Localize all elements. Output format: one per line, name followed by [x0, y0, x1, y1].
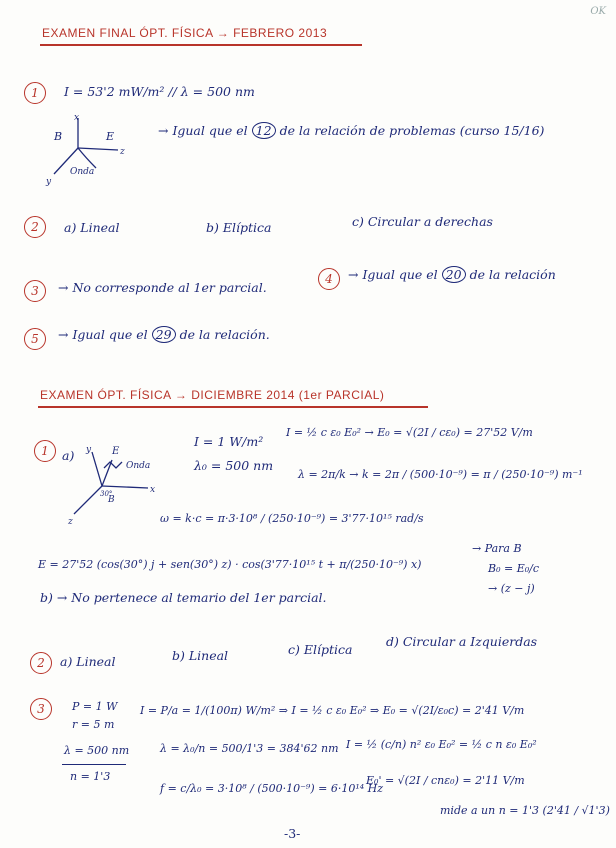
exam2-q3-wavelength: λ = 500 nm: [64, 744, 130, 757]
exam1-title: EXAMEN FINAL ÓPT. FÍSICA → FEBRERO 2013: [42, 26, 328, 40]
exam2-q3-eq-intensity: I = P/a = 1/(100π) W/m² ⇒ I = ½ c ε₀ E₀² ⇒ E₀ = √(2I/ε₀c) = 2'41 V/m: [140, 704, 525, 717]
exam2-q2-d: d) Circular a Izquierdas: [386, 634, 538, 649]
exam1-q5-ref: 29: [152, 326, 176, 343]
axis-y-label: y: [46, 177, 52, 187]
exam2-q1-b-answer: b) → No pertenece al temario del 1er parcial.: [40, 590, 327, 605]
exam2-q3-eq-lambda: λ = λ₀/n = 500/1'3 = 384'62 nm: [160, 742, 339, 755]
exam1-q1-number: 1: [24, 82, 46, 104]
axis-x-label: x: [150, 485, 156, 495]
exam2-q2-b: b) Lineal: [172, 648, 229, 663]
exam2-q3-index: n = 1'3: [70, 770, 111, 783]
exam1-q1-ref: 12: [252, 122, 276, 139]
wave-label: Onda: [70, 167, 95, 177]
exam1-title-underline: [40, 44, 362, 46]
exam2-q1-number: 1: [34, 440, 56, 462]
exam1-q5-number: 5: [24, 328, 46, 350]
exam2-q1-field-expression: E = 27'52 (cos(30°) j + sen(30°) z) · cos(3'77·10¹⁵ t + π/(250·10⁻⁹) x): [38, 558, 422, 571]
exam2-q3-power: P = 1 W: [72, 700, 118, 713]
exam2-q3-eq-frequency: f = c/λ₀ = 3·10⁸ / (500·10⁻⁹) = 6·10¹⁴ Hz: [160, 782, 384, 795]
exam2-title-underline: [38, 406, 428, 408]
exam1-q1-note: → Igual que el 12 de la relación de problemas (curso 15/16): [158, 123, 545, 138]
exam2-q1-eq-e0: I = ½ c ε₀ E₀² → E₀ = √(2I / cε₀) = 27'52 V/m: [286, 426, 533, 439]
e-vector-label: E: [112, 446, 120, 457]
axis-z-label: z: [68, 517, 73, 527]
b-vector-label: B: [54, 130, 63, 143]
exam2-q1-b0: B₀ = E₀/c: [488, 562, 540, 575]
exam2-q2-c: c) Elíptica: [288, 642, 353, 657]
angle-label: 30°: [100, 490, 113, 498]
exam2-q1-given-wavelength: λ₀ = 500 nm: [194, 458, 274, 473]
exam2-q1-axes-diagram: [64, 440, 164, 530]
axis-x-label: x: [74, 113, 80, 123]
e-vector-label: E: [106, 130, 115, 143]
exam2-q1-eq-omega: ω = k·c = π·3·10⁸ / (250·10⁻⁹) = 3'77·10¹⁵ rad/s: [160, 512, 424, 525]
exam2-q3-eq-e0-medium: E₀' = √(2I / cnε₀) = 2'11 V/m: [366, 774, 525, 787]
exam1-q1-data: I = 53'2 mW/m² // λ = 500 nm: [64, 84, 255, 99]
exam2-q3-radius: r = 5 m: [72, 718, 115, 731]
exam2-q1-b-direction: → (z − j): [488, 582, 535, 595]
exam2-q1-for-b: → Para B: [472, 542, 522, 555]
exam1-q1-axes-diagram: [44, 112, 134, 192]
exam2-q3-eq-medium-intensity: I = ½ (c/n) n² ε₀ E₀² = ½ c n ε₀ E₀²: [346, 738, 537, 751]
exam2-q1-eq-k: λ = 2π/k → k = 2π / (500·10⁻⁹) = π / (250·10⁻⁹) m⁻¹: [298, 468, 583, 481]
exam1-q3-text: → No corresponde al 1er parcial.: [58, 280, 267, 295]
axis-y-label: y: [86, 445, 92, 455]
exam1-q2-a: a) Lineal: [64, 220, 120, 235]
exam2-title: EXAMEN ÓPT. FÍSICA → DICIEMBRE 2014 (1er PARCIAL): [40, 388, 385, 402]
exam1-q4-number: 4: [318, 268, 340, 290]
wave-label: Onda: [126, 461, 151, 471]
corner-mark: OK: [590, 6, 606, 17]
exam2-q2-number: 2: [30, 652, 52, 674]
page-number: -3-: [284, 826, 301, 841]
axis-z-label: z: [120, 147, 125, 157]
exam1-q4-text: → Igual que el 20 de la relación: [348, 267, 556, 282]
exam1-q2-c: c) Circular a derechas: [352, 214, 493, 229]
exam1-q4-ref: 20: [442, 266, 466, 283]
b-vector-label: B: [108, 495, 115, 505]
exam2-q1-given-intensity: I = 1 W/m²: [194, 434, 264, 449]
exam2-q3-number: 3: [30, 698, 52, 720]
exam1-q3-number: 3: [24, 280, 46, 302]
exam1-q5-text: → Igual que el 29 de la relación.: [58, 327, 270, 342]
exam1-q2-number: 2: [24, 216, 46, 238]
exam2-q2-a: a) Lineal: [60, 654, 116, 669]
exam1-q2-b: b) Elíptica: [206, 220, 272, 235]
exam2-q3-data-divider: [62, 764, 126, 765]
exam2-q3-note: mide a un n = 1'3 (2'41 / √1'3): [440, 804, 610, 817]
exam2-q1-label-a: a): [62, 448, 75, 463]
